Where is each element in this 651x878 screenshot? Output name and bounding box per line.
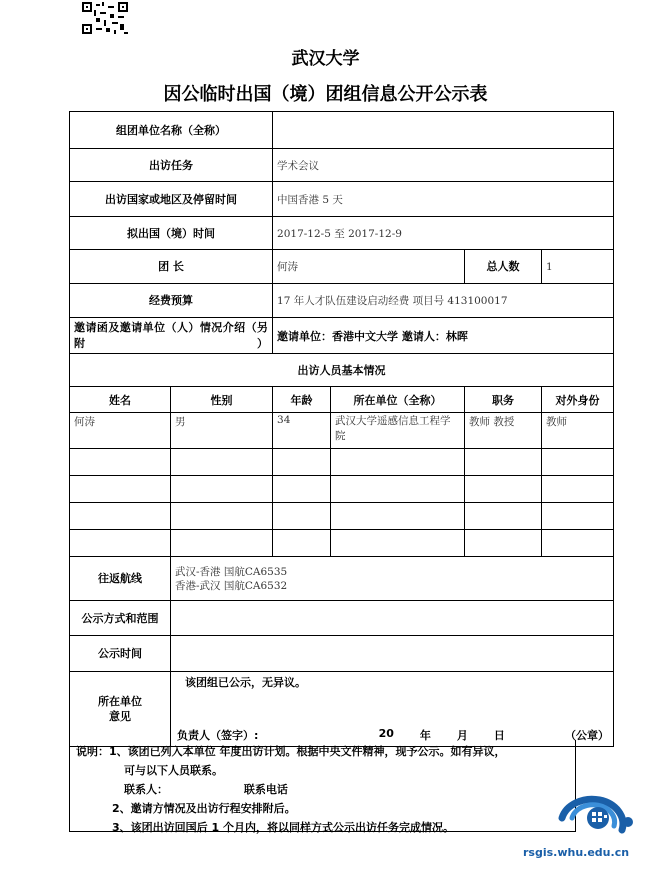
row-country: [70, 182, 614, 217]
contact-person-label: 联系人：: [124, 783, 168, 796]
row-route: [70, 557, 614, 601]
member-unit: 武汉大学遥感信息工程学院: [331, 413, 465, 449]
date-label: 拟出国（境）时间: [70, 217, 273, 250]
country-value: 中国香港 5 天: [273, 182, 614, 217]
col-gender: 性别: [171, 387, 273, 413]
empty-cell: [542, 530, 614, 557]
country-label: 出访国家或地区及停留时间: [70, 182, 273, 217]
row-task: [70, 149, 614, 182]
empty-cell: [273, 530, 331, 557]
qr-code-icon: [82, 2, 128, 34]
contact-phone-label: 联系电话: [243, 783, 288, 796]
empty-cell: [70, 503, 171, 530]
row-section-title: [70, 354, 614, 387]
form-title: 因公临时出国（境）团组信息公开公示表: [163, 84, 488, 105]
task-value: 学术会议: [273, 149, 614, 182]
empty-cell: [331, 476, 465, 503]
member-identity: 教师: [542, 413, 614, 449]
rsgis-logo-icon: [542, 788, 642, 848]
row-publicity-method: [70, 601, 614, 636]
budget-value: 17 年人才队伍建设启动经费 项目号 413100017: [273, 284, 614, 318]
empty-cell: [171, 476, 273, 503]
opinion-label-line1: 所在单位: [98, 695, 142, 708]
org-label: 组团单位名称（全称）: [70, 112, 273, 149]
empty-cell: [70, 476, 171, 503]
col-age: 年龄: [273, 387, 331, 413]
empty-cell: [171, 449, 273, 476]
invite-label: 邀请函及邀请单位（人）情况介绍（另附）: [70, 318, 273, 354]
publicity-time-value: [171, 636, 614, 672]
opinion-text: 该团组已公示，无异议。: [185, 676, 306, 689]
opinion-value: [171, 672, 614, 747]
col-unit: 所在单位（全称）: [331, 387, 465, 413]
date-value: 2017-12-5 至 2017-12-9: [273, 217, 614, 250]
total-label: 总人数: [465, 250, 542, 284]
opinion-label: [70, 672, 171, 747]
row-budget: [70, 284, 614, 318]
task-label: 出访任务: [70, 149, 273, 182]
seal-label: （公章）: [565, 729, 610, 742]
row-leader: [70, 250, 614, 284]
empty-cell: [171, 503, 273, 530]
route-outbound: 武汉-香港 国航CA6535: [175, 565, 288, 578]
sign-month-unit: 月: [456, 729, 468, 742]
opinion-label-line2: 意见: [109, 710, 131, 723]
col-identity: 对外身份: [542, 387, 614, 413]
route-value: [171, 557, 614, 601]
sign-year-unit: 年: [419, 729, 431, 742]
member-position: 教师 教授: [465, 413, 542, 449]
empty-cell: [70, 530, 171, 557]
empty-cell: [331, 530, 465, 557]
table-row: [70, 530, 614, 557]
note-line-4: 2、邀请方情况及出访行程安排附后。: [112, 802, 296, 815]
empty-cell: [273, 503, 331, 530]
empty-cell: [465, 449, 542, 476]
sign-year: 20: [378, 727, 394, 740]
empty-cell: [331, 449, 465, 476]
notes-section: [69, 740, 576, 832]
route-return: 香港-武汉 国航CA6532: [175, 579, 288, 592]
invite-value: 邀请单位：香港中文大学 邀请人：林晖: [273, 318, 614, 354]
col-position: 职务: [465, 387, 542, 413]
member-gender: 男: [171, 413, 273, 449]
row-org: [70, 112, 614, 149]
table-row: [70, 476, 614, 503]
route-label: 往返航线: [70, 557, 171, 601]
total-value: 1: [542, 250, 614, 284]
note-line-3: [76, 780, 569, 799]
empty-cell: [542, 503, 614, 530]
empty-cell: [171, 530, 273, 557]
university-title: 武汉大学: [291, 49, 360, 69]
table-row: [70, 413, 614, 449]
row-publicity-time: [70, 636, 614, 672]
empty-cell: [273, 449, 331, 476]
note-line-1: 说明：1、该团已列入本单位 年度出访计划。根据中央文件精神，现予公示。如有异议，: [76, 745, 506, 758]
note-line-2: 可与以下人员联系。: [124, 764, 223, 777]
budget-label: 经费预算: [70, 284, 273, 318]
publicity-method-label: 公示方式和范围: [70, 601, 171, 636]
org-value: [273, 112, 614, 149]
member-age: 34: [273, 413, 331, 449]
sign-label: 负责人（签字）:: [177, 729, 259, 742]
empty-cell: [331, 503, 465, 530]
empty-cell: [70, 449, 171, 476]
section-title: 出访人员基本情况: [70, 354, 614, 387]
row-date: [70, 217, 614, 250]
info-table: [69, 111, 614, 747]
note-line-5: 3、该团出访回国后 1 个月内，将以同样方式公示出访任务完成情况。: [112, 821, 454, 834]
empty-cell: [465, 530, 542, 557]
member-header-row: [70, 387, 614, 413]
site-watermark: rsgis.whu.edu.cn: [523, 846, 630, 859]
row-opinion: [70, 672, 614, 747]
sign-day-unit: 日: [493, 729, 505, 742]
row-invite: [70, 318, 614, 354]
col-name: 姓名: [70, 387, 171, 413]
leader-value: 何涛: [273, 250, 465, 284]
empty-cell: [465, 503, 542, 530]
member-name: 何涛: [70, 413, 171, 449]
publicity-time-label: 公示时间: [70, 636, 171, 672]
empty-cell: [542, 476, 614, 503]
leader-label: 团 长: [70, 250, 273, 284]
empty-cell: [542, 449, 614, 476]
table-row: [70, 503, 614, 530]
publicity-method-value: [171, 601, 614, 636]
empty-cell: [273, 476, 331, 503]
table-row: [70, 449, 614, 476]
empty-cell: [465, 476, 542, 503]
